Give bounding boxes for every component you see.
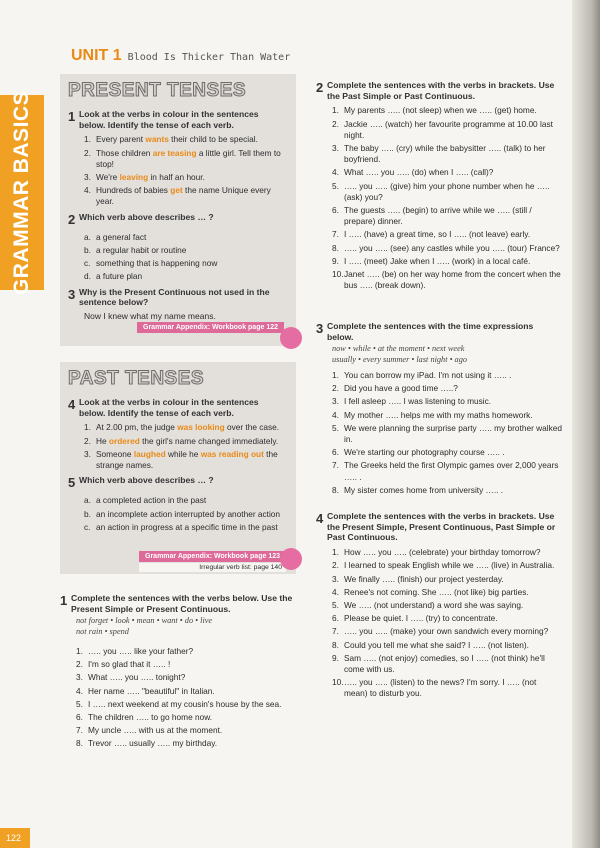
item-body bbox=[344, 229, 530, 240]
exercise-4 bbox=[68, 397, 288, 471]
item-text: I ….. next weekend at my cousin's house by the sea. bbox=[88, 698, 282, 709]
item-number: 8. bbox=[332, 242, 339, 253]
item-text: a regular habit or routine bbox=[96, 245, 187, 256]
item-number: 9. bbox=[332, 255, 339, 266]
item-number: 10. bbox=[332, 677, 344, 688]
list-item bbox=[332, 640, 562, 651]
item-body bbox=[344, 447, 505, 458]
item-number: 6. bbox=[332, 204, 339, 215]
item-body bbox=[344, 626, 548, 637]
item-text: My uncle ….. with us at the moment. bbox=[88, 725, 223, 736]
exercise-4-list bbox=[84, 422, 288, 471]
item-text: an incomplete action interrupted by another action bbox=[96, 508, 281, 519]
list-item bbox=[332, 410, 562, 421]
item-text: Every parent bbox=[96, 134, 146, 145]
item-number: 2. bbox=[84, 147, 91, 158]
list-item bbox=[84, 509, 288, 520]
item-number: 6. bbox=[76, 711, 83, 722]
item-text: their child to be special. bbox=[168, 134, 258, 145]
item-text: My parents ….. (not sleep) when we ….. (get) home. bbox=[344, 105, 537, 116]
list-item bbox=[84, 172, 288, 183]
highlighted-verb: get bbox=[170, 185, 183, 196]
item-body bbox=[344, 383, 458, 394]
list-item bbox=[84, 134, 288, 145]
list-item bbox=[332, 119, 562, 141]
list-item bbox=[332, 243, 562, 254]
item-text: I ….. (meet) Jake when I ….. (work) in a local café. bbox=[344, 255, 531, 266]
list-item bbox=[76, 712, 296, 723]
item-text: Trevor ….. usually ….. my birthday. bbox=[88, 738, 218, 749]
item-text: Those children bbox=[96, 147, 153, 158]
item-body bbox=[344, 600, 523, 611]
item-number: 5. bbox=[332, 599, 339, 610]
list-item bbox=[76, 646, 296, 657]
item-text: Someone bbox=[96, 448, 134, 459]
item-body bbox=[344, 574, 504, 585]
item-text: a general fact bbox=[96, 231, 147, 242]
item-number: b. bbox=[84, 508, 91, 519]
list-item bbox=[332, 383, 562, 394]
list-item bbox=[332, 423, 562, 445]
highlighted-verb: was reading out bbox=[200, 448, 264, 459]
list-item bbox=[76, 699, 296, 710]
item-body bbox=[344, 370, 511, 381]
item-body bbox=[88, 672, 185, 683]
exercise-instruction: Look at the verbs in colour in the sentences below. Identify the tense of each verb. bbox=[79, 109, 259, 130]
item-text: Jackie ….. (watch) her favourite programme at 10.00 last night. bbox=[344, 118, 553, 140]
item-body bbox=[344, 560, 554, 571]
item-number: c. bbox=[84, 258, 91, 269]
list-item bbox=[84, 522, 288, 533]
list-item bbox=[332, 485, 562, 496]
highlighted-verb: ordered bbox=[108, 435, 140, 446]
item-body bbox=[96, 172, 205, 183]
item-text: a completed action in the past bbox=[96, 495, 207, 506]
exercise-number: 2 bbox=[316, 80, 324, 95]
highlighted-verb: laughed bbox=[133, 448, 166, 459]
list-item bbox=[84, 185, 288, 207]
item-number: 1. bbox=[84, 134, 91, 145]
exercise-number: 3 bbox=[68, 286, 76, 302]
side-tab-label: GRAMMAR BASICS bbox=[10, 90, 33, 295]
item-body bbox=[96, 134, 258, 145]
list-item bbox=[332, 229, 562, 240]
item-number: 1. bbox=[332, 105, 339, 116]
exercise-instruction: Which verb above describes … ? bbox=[79, 475, 214, 486]
item-number: a. bbox=[84, 495, 91, 506]
irregular-verb-link[interactable]: Irregular verb list: page 140 bbox=[139, 563, 286, 572]
exercise-2b bbox=[316, 80, 562, 293]
item-number: 3. bbox=[332, 573, 339, 584]
item-body bbox=[344, 143, 562, 165]
exercise-instruction: Complete the sentences with the verbs below. Use the Present Simple or Present Continuous. bbox=[71, 593, 293, 614]
item-text: the name Unique every year. bbox=[96, 185, 271, 207]
list-item bbox=[332, 370, 562, 381]
item-text: a little girl. Tell them to stop! bbox=[96, 147, 281, 169]
exercise-5 bbox=[68, 475, 288, 533]
item-number: 4. bbox=[76, 685, 83, 696]
item-body bbox=[96, 148, 288, 170]
item-body bbox=[88, 712, 212, 723]
item-body bbox=[344, 410, 533, 421]
item-number: 7. bbox=[332, 460, 339, 471]
exercise-1-list bbox=[84, 134, 288, 207]
item-number: 1. bbox=[84, 422, 91, 433]
highlighted-verb: are teasing bbox=[152, 147, 197, 158]
list-item bbox=[84, 232, 288, 243]
exercise-4b-list bbox=[332, 547, 562, 699]
item-number: a. bbox=[84, 231, 91, 242]
item-number: 6. bbox=[332, 613, 339, 624]
item-body bbox=[96, 185, 288, 207]
list-item bbox=[84, 495, 288, 506]
list-item bbox=[332, 560, 562, 571]
item-body bbox=[96, 449, 288, 471]
list-item bbox=[332, 205, 562, 227]
grammar-appendix-link[interactable]: Grammar Appendix: Workbook page 122 bbox=[137, 322, 284, 333]
item-body bbox=[88, 659, 170, 670]
item-number: 7. bbox=[76, 725, 83, 736]
item-text: The baby ….. (cry) while the babysitter ….. (talk) to her boyfriend. bbox=[344, 143, 546, 165]
item-body bbox=[344, 167, 493, 178]
item-text: We were planning the surprise party ….. my brother walked in. bbox=[344, 422, 562, 444]
item-text: ….. you ….. (give) him your phone number when he ….. (ask) you? bbox=[344, 180, 550, 202]
item-body bbox=[344, 485, 503, 496]
item-text: The guests ….. (begin) to arrive while we ….. (still / prepare) dinner. bbox=[344, 204, 532, 227]
present-tenses-box bbox=[60, 74, 296, 346]
item-body bbox=[344, 640, 529, 651]
item-number: 8. bbox=[332, 484, 339, 495]
list-item bbox=[84, 258, 288, 269]
exercise-2b-list bbox=[332, 105, 562, 291]
item-body bbox=[344, 460, 562, 482]
item-body bbox=[344, 677, 562, 699]
page-number: 122 bbox=[0, 828, 30, 848]
item-text: Renee's not coming. She ….. (not like) big parties. bbox=[344, 586, 529, 597]
item-number: 3. bbox=[332, 396, 339, 407]
list-item bbox=[332, 600, 562, 611]
item-number: 4. bbox=[84, 185, 91, 196]
item-text: How ….. you ….. (celebrate) your birthday tomorrow? bbox=[344, 547, 541, 558]
highlighted-verb: leaving bbox=[119, 172, 149, 183]
word-bank-line: not forget • look • mean • want • do • live bbox=[76, 616, 213, 626]
item-text: Sam ….. (not enjoy) comedies, so I ….. (not think) he'll come with us. bbox=[344, 652, 545, 674]
list-item bbox=[332, 105, 562, 116]
item-number: 2. bbox=[84, 435, 91, 446]
item-body bbox=[96, 245, 186, 256]
exercise-3b bbox=[316, 321, 562, 498]
word-bank bbox=[76, 616, 296, 638]
item-text: Hundreds of babies bbox=[96, 185, 171, 196]
item-number: 7. bbox=[332, 626, 339, 637]
item-text: an action in progress at a specific time in the past bbox=[96, 521, 278, 532]
item-body bbox=[96, 422, 279, 433]
exercise-instruction: Complete the sentences with the verbs in brackets. Use the Past Simple or Past Continuous. bbox=[327, 80, 555, 101]
list-item bbox=[332, 167, 562, 178]
present-tenses-heading: PRESENT TENSES bbox=[68, 80, 247, 101]
item-body bbox=[344, 587, 529, 598]
item-text: while he bbox=[165, 448, 201, 459]
list-item bbox=[332, 396, 562, 407]
list-item bbox=[332, 587, 562, 598]
exercise-sentence: Now I knew what my name means. bbox=[84, 311, 216, 322]
item-text: We're starting our photography course ….. . bbox=[344, 447, 505, 458]
item-number: 9. bbox=[332, 652, 339, 663]
list-item bbox=[76, 686, 296, 697]
item-text: ….. you ….. (listen) to the news? I'm sorry. I ….. (not mean) to disturb you. bbox=[344, 677, 537, 699]
list-item bbox=[76, 738, 296, 749]
item-number: 1. bbox=[332, 547, 339, 558]
exercise-number: 5 bbox=[68, 475, 76, 491]
pink-circle-marker bbox=[280, 327, 302, 349]
item-body bbox=[96, 232, 146, 243]
item-body bbox=[344, 256, 530, 267]
item-text: We ….. (not understand) a word she was saying. bbox=[344, 599, 524, 610]
item-number: 1. bbox=[332, 370, 339, 381]
exercise-number: 2 bbox=[68, 211, 76, 227]
item-body bbox=[344, 181, 562, 203]
item-body bbox=[344, 105, 537, 116]
item-text: The Greeks held the first Olympic games over 2,000 years ….. . bbox=[344, 460, 559, 482]
list-item bbox=[84, 449, 288, 471]
item-number: d. bbox=[84, 271, 91, 282]
item-number: 4. bbox=[332, 167, 339, 178]
item-number: 8. bbox=[332, 639, 339, 650]
grammar-ref-past bbox=[139, 545, 286, 572]
exercise-4b bbox=[316, 511, 562, 701]
exercise-1b-list bbox=[76, 646, 296, 750]
item-number: 4. bbox=[332, 409, 339, 420]
item-number: 1. bbox=[76, 646, 83, 657]
item-text: the strange names. bbox=[96, 448, 278, 471]
exercise-2-list bbox=[84, 232, 288, 283]
item-text: the girl's name changed immediately. bbox=[139, 435, 279, 446]
exercise-instruction: Complete the sentences with the verbs in brackets. Use the Present Simple, Present Continuous, Past Simple or Past Continuous. bbox=[327, 511, 556, 543]
unit-label: UNIT 1 bbox=[71, 47, 122, 64]
exercise-number: 3 bbox=[316, 321, 324, 336]
exercise-3b-list bbox=[332, 370, 562, 496]
item-body bbox=[96, 495, 206, 506]
item-text: My mother ….. helps me with my maths homework. bbox=[344, 409, 533, 420]
item-number: 6. bbox=[332, 447, 339, 458]
word-bank-line: not rain • spend bbox=[76, 627, 129, 637]
item-number: 2. bbox=[332, 118, 339, 129]
exercise-instruction: Complete the sentences with the time expressions below. bbox=[327, 321, 534, 342]
item-number: 3. bbox=[84, 448, 91, 459]
item-text: ….. you ….. (see) any castles while you ….. (tour) France? bbox=[344, 242, 560, 253]
item-number: 4. bbox=[332, 586, 339, 597]
unit-heading bbox=[71, 47, 290, 65]
exercise-number: 4 bbox=[316, 511, 324, 526]
item-number: 2. bbox=[332, 560, 339, 571]
item-number: 3. bbox=[84, 172, 91, 183]
item-text: I ….. (have) a great time, so I ….. (not leave) early. bbox=[344, 229, 531, 240]
past-tenses-heading: PAST TENSES bbox=[68, 368, 205, 389]
item-text: in half an hour. bbox=[148, 172, 205, 183]
item-number: 8. bbox=[76, 738, 83, 749]
item-text: Could you tell me what she said? I ….. (not listen). bbox=[344, 639, 529, 650]
item-text: We're bbox=[96, 172, 120, 183]
list-item bbox=[84, 422, 288, 433]
exercise-instruction: Look at the verbs in colour in the sentences below. Identify the tense of each verb. bbox=[79, 397, 259, 418]
exercise-1 bbox=[68, 109, 288, 208]
item-body bbox=[344, 119, 562, 141]
exercise-1b bbox=[60, 593, 296, 752]
item-text: ….. you ….. like your father? bbox=[88, 646, 194, 657]
item-body bbox=[96, 271, 142, 282]
item-number: 5. bbox=[76, 698, 83, 709]
item-body bbox=[344, 243, 560, 254]
item-body bbox=[344, 547, 540, 558]
list-item bbox=[332, 460, 562, 482]
item-text: Did you have a good time …..? bbox=[344, 383, 458, 394]
highlighted-verb: was looking bbox=[177, 422, 225, 433]
item-body bbox=[344, 423, 562, 445]
exercise-5-list bbox=[84, 495, 288, 533]
item-number: 5. bbox=[332, 422, 339, 433]
item-text: At 2.00 pm, the judge bbox=[96, 422, 178, 433]
item-text: Please be quiet. I ….. (try) to concentrate. bbox=[344, 613, 498, 624]
item-body bbox=[88, 686, 215, 697]
word-bank-line: usually • every summer • last night • ago bbox=[332, 355, 467, 365]
list-item bbox=[332, 143, 562, 165]
list-item bbox=[332, 677, 562, 699]
item-text: He bbox=[96, 435, 109, 446]
list-item bbox=[84, 436, 288, 447]
list-item bbox=[332, 626, 562, 637]
grammar-ref bbox=[137, 316, 284, 334]
item-number: 10. bbox=[332, 268, 344, 279]
item-text: I learned to speak English while we ….. (live) in Australia. bbox=[344, 560, 555, 571]
list-item bbox=[84, 245, 288, 256]
item-text: I'm so glad that it ….. ! bbox=[88, 659, 171, 670]
item-number: 3. bbox=[332, 143, 339, 154]
item-text: I fell asleep ….. I was listening to music. bbox=[344, 396, 492, 407]
side-tab bbox=[0, 90, 44, 295]
item-body bbox=[344, 269, 562, 291]
unit-title: Blood Is Thicker Than Water bbox=[127, 52, 291, 63]
item-body bbox=[88, 738, 217, 749]
exercise-instruction: Which verb above describes … ? bbox=[79, 211, 214, 222]
exercise-number: 1 bbox=[60, 593, 68, 608]
word-bank-line: now • while • at the moment • next week bbox=[332, 344, 465, 354]
list-item bbox=[332, 181, 562, 203]
book-spine-shadow bbox=[572, 0, 600, 848]
item-text: ….. you ….. (make) your own sandwich every morning? bbox=[344, 626, 549, 637]
list-item bbox=[84, 148, 288, 170]
item-text: a future plan bbox=[96, 271, 143, 282]
grammar-appendix-link[interactable]: Grammar Appendix: Workbook page 123 bbox=[139, 551, 286, 562]
item-text: something that is happening now bbox=[96, 258, 218, 269]
highlighted-verb: wants bbox=[145, 134, 169, 145]
list-item bbox=[332, 653, 562, 675]
item-number: b. bbox=[84, 245, 91, 256]
item-body bbox=[344, 396, 491, 407]
item-number: 2. bbox=[76, 659, 83, 670]
item-number: c. bbox=[84, 521, 91, 532]
list-item bbox=[76, 725, 296, 736]
exercise-2 bbox=[68, 212, 288, 283]
exercise-instruction: Why is the Present Continuous not used in the sentence below? bbox=[79, 286, 270, 308]
item-text: Janet ….. (be) on her way home from the concert when the bus ….. (break down). bbox=[344, 268, 561, 291]
exercise-number: 4 bbox=[68, 397, 76, 412]
list-item bbox=[332, 269, 562, 291]
list-item bbox=[76, 672, 296, 683]
list-item bbox=[332, 447, 562, 458]
item-body bbox=[88, 699, 281, 710]
word-bank bbox=[332, 344, 562, 366]
item-number: 5. bbox=[332, 180, 339, 191]
exercise-number: 1 bbox=[68, 109, 76, 124]
item-number: 7. bbox=[332, 229, 339, 240]
item-text: We finally ….. (finish) our project yesterday. bbox=[344, 573, 504, 584]
item-text: The children ….. to go home now. bbox=[88, 711, 213, 722]
list-item bbox=[332, 574, 562, 585]
item-body bbox=[344, 205, 562, 227]
list-item bbox=[332, 613, 562, 624]
item-text: over the case. bbox=[224, 422, 280, 433]
pink-circle-marker bbox=[280, 548, 302, 570]
item-body bbox=[96, 522, 278, 533]
item-text: What ….. you ….. tonight? bbox=[88, 672, 186, 683]
item-text: My sister comes home from university ….. . bbox=[344, 484, 504, 495]
item-number: 2. bbox=[332, 383, 339, 394]
item-body bbox=[88, 725, 222, 736]
item-number: 3. bbox=[76, 672, 83, 683]
item-body bbox=[96, 509, 280, 520]
past-tenses-box bbox=[60, 362, 296, 574]
item-body bbox=[344, 653, 562, 675]
item-text: You can borrow my iPad. I'm not using it ….. . bbox=[344, 370, 512, 381]
list-item bbox=[84, 271, 288, 282]
list-item bbox=[76, 659, 296, 670]
item-body bbox=[96, 258, 217, 269]
item-text: Her name ….. "beautiful" in Italian. bbox=[88, 685, 215, 696]
item-body bbox=[344, 613, 498, 624]
list-item bbox=[332, 256, 562, 267]
item-text: What ….. you ….. (do) when I ….. (call)? bbox=[344, 167, 494, 178]
item-body bbox=[96, 436, 278, 447]
list-item bbox=[332, 547, 562, 558]
item-body bbox=[88, 646, 193, 657]
